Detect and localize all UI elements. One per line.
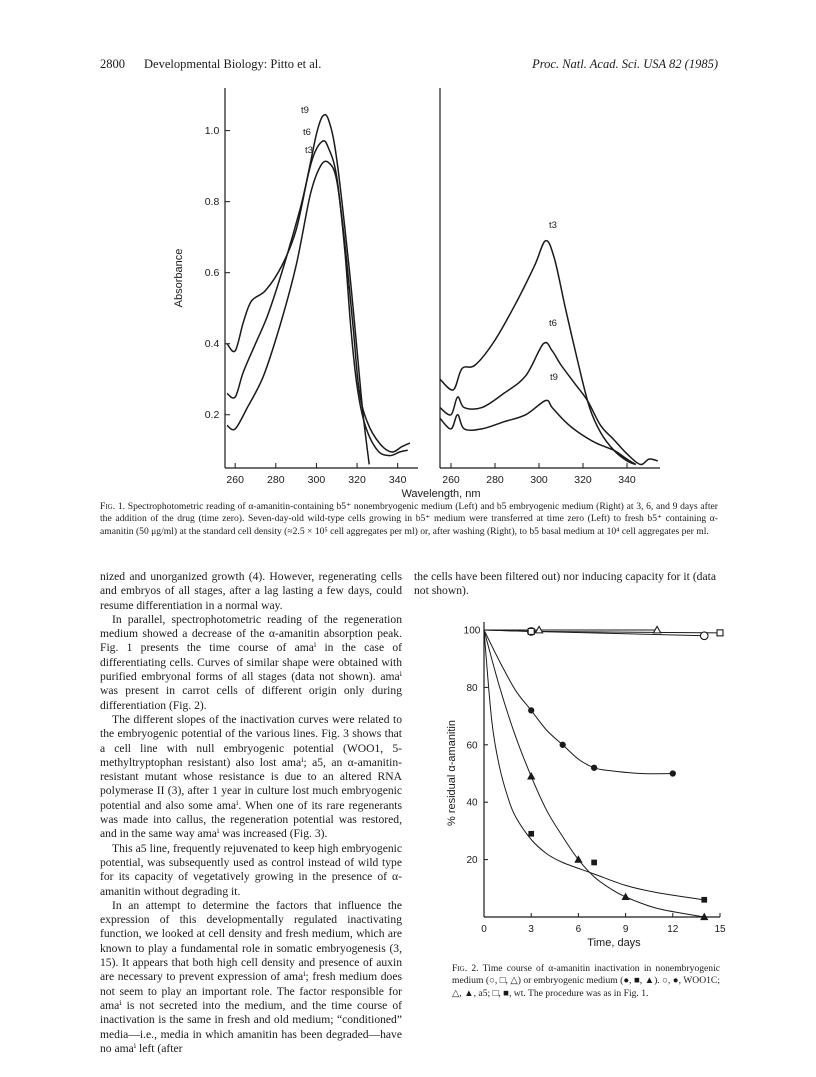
x-tick-label: 260: [442, 474, 460, 486]
data-point: [670, 771, 675, 776]
x-tick-label: 9: [622, 924, 629, 935]
x-tick-label: 320: [348, 474, 366, 486]
x-tick-label: 12: [667, 924, 679, 935]
y-tick-label: 80: [466, 682, 478, 694]
figure-1-caption-text: Spectrophotometric reading of α-amanitin-containing b5⁺ nonembryogenic medium (Left) and b5 embryogenic medium (Right) at 3, 6, and 9 days after the addition of the drug (time zero). Seven-day-old wild-type cells growing in b5⁺ medium were transferred at time zero (Left) to fresh b5⁺ containing α-amanitin (50 μg/ml) at the standard cell density (≈2.5 × 10⁵ cell aggregates per ml) or, after washing (Right), to b5 basal medium at 10⁴ cell aggregates per ml.: [100, 501, 718, 537]
x-tick-label: 6: [575, 924, 582, 935]
data-point: [700, 632, 708, 640]
y-tick-label: 1.0: [204, 125, 220, 138]
series-label: t3: [305, 145, 313, 156]
x-tick-label: 15: [714, 924, 726, 935]
x-tick-label: 340: [618, 474, 636, 486]
x-tick-label: 340: [388, 474, 407, 486]
x-tick-label: 320: [574, 474, 592, 486]
y-tick-label: 20: [466, 855, 478, 867]
y-tick-label: 60: [466, 740, 478, 752]
y-tick-label: 0.2: [204, 409, 220, 422]
x-tick-label: 300: [530, 474, 548, 486]
journal-citation: Proc. Natl. Acad. Sci. USA 82 (1985): [532, 57, 718, 71]
fig1-left-panel: [173, 88, 418, 486]
paragraph: The different slopes of the inactivation curves were related to the embryogenic potential of the various lines. Fig. 3 shows that a cell line with null embryogenic potential (WOO1, 5-methyltryptophan resistant) also lost amaⁱ; a5, an α-amanitin-resistant mutant whose resistance is due to an altered RNA polymerase II (3), after 1 year in culture lost much embryogenic potential and also some amaⁱ. When one of its rare regenerants was made into callus, the regeneration potential was restored, and in the same way amaⁱ was increased (Fig. 3).: [100, 712, 402, 841]
data-point: [702, 897, 707, 902]
data-point: [701, 914, 707, 920]
data-point: [528, 773, 534, 779]
paragraph: In an attempt to determine the factors that influence the expression of this developmentally regulated inactivating function, we looked at cell density and fresh medium, which are known to play a fundamental role in somatic embryogenesis (3, 15). It appears that both high cell density and presence of auxin are necessary to prevent expression of amaⁱ; fresh medium does not seem to play an important role. The factor responsible for amaⁱ is not secreted into the medium, and the time course of inactivation is the same in fresh and old medium; “conditioned” media—i.e., media in which amanitin has been degraded—have no amaⁱ left (after: [100, 898, 402, 1055]
x-axis-label: Time, days: [587, 937, 641, 949]
series-line: [484, 630, 673, 774]
y-tick-label: 0.8: [204, 196, 220, 209]
data-point: [529, 831, 534, 836]
series-line: [440, 343, 658, 465]
data-point: [535, 626, 542, 632]
x-tick-label: 280: [267, 474, 285, 486]
series-line: [227, 161, 410, 452]
x-tick-label: 300: [307, 474, 326, 486]
data-point: [575, 856, 581, 862]
series-label: t9: [301, 105, 309, 116]
paragraph: In parallel, spectrophotometric reading of the regeneration medium showed a decrease of the α-amanitin absorption peak. Fig. 1 presents the time course of amaⁱ in the case of differentiating cells. Curves of similar shape were obtained with purified embryonal forms of all stages (data not shown). amaⁱ was present in carrot cells of different origin only during differentiation (Fig. 2).: [100, 612, 402, 712]
series-line: [484, 630, 704, 917]
series-line: [440, 400, 636, 464]
data-point: [529, 708, 534, 713]
y-tick-label: 100: [463, 625, 481, 637]
series-label: t3: [549, 220, 557, 231]
data-point: [592, 765, 597, 770]
series-line: [484, 630, 720, 633]
data-point: [560, 742, 565, 747]
paragraph: the cells have been filtered out) nor inducing capacity for it (data not shown).: [414, 570, 716, 598]
series-label: t9: [550, 372, 558, 383]
series-line: [440, 241, 636, 465]
left-column: [100, 570, 402, 1056]
y-axis-label: Absorbance: [173, 248, 185, 308]
series-line: [227, 115, 369, 465]
figure-2-caption-label: Fig. 2.: [452, 963, 479, 974]
y-tick-label: 0.6: [204, 267, 220, 280]
figure-2-caption: [452, 963, 720, 1000]
data-point: [653, 626, 660, 632]
y-axis-label: % residual α-amanitin: [446, 719, 458, 827]
x-axis-label: Wavelength, nm: [401, 488, 481, 500]
section-title: Developmental Biology: Pitto et al.: [144, 57, 322, 71]
series-label: t6: [303, 127, 311, 138]
data-point: [592, 860, 597, 865]
x-tick-label: 0: [481, 924, 487, 935]
right-column-text: [414, 570, 716, 599]
y-tick-label: 0.4: [204, 338, 220, 351]
series-line: [484, 630, 704, 636]
series-line: [227, 141, 408, 456]
figure-1-caption: [100, 501, 718, 538]
x-tick-label: 280: [486, 474, 504, 486]
series-line: [484, 630, 704, 900]
data-point: [622, 894, 628, 900]
figure-2-caption-text: Time course of α-amanitin inactivation in nonembryogenic medium (○, □, △) or embryogenic medium (●, ■, ▲). ○, ●, WOO1C; △, ▲, a5; □, ■, wt. The procedure was as in Fig. 1.: [452, 963, 721, 999]
data-point: [717, 630, 723, 636]
y-tick-label: 40: [466, 797, 478, 809]
series-label: t6: [549, 318, 557, 329]
fig2-plot: [446, 622, 726, 949]
x-tick-label: 260: [226, 474, 244, 486]
data-point: [527, 628, 535, 636]
x-tick-label: 3: [528, 924, 534, 935]
data-point: [528, 628, 534, 634]
fig1-right-panel: [440, 88, 660, 486]
figure-1-caption-label: Fig. 1.: [100, 501, 126, 512]
paragraph: nized and unorganized growth (4). However, regenerating cells and embryos of all stages, after a lag lasting a few days, could resume differentiation in a normal way.: [100, 570, 402, 612]
running-header: [100, 57, 718, 75]
paragraph: This a5 line, frequently rejuvenated to keep high embryogenic potential, was subsequently used as control instead of wild type for its capacity of vegetatively growing in the presence of α-amanitin without degrading it.: [100, 841, 402, 898]
page-number: 2800: [100, 57, 125, 71]
